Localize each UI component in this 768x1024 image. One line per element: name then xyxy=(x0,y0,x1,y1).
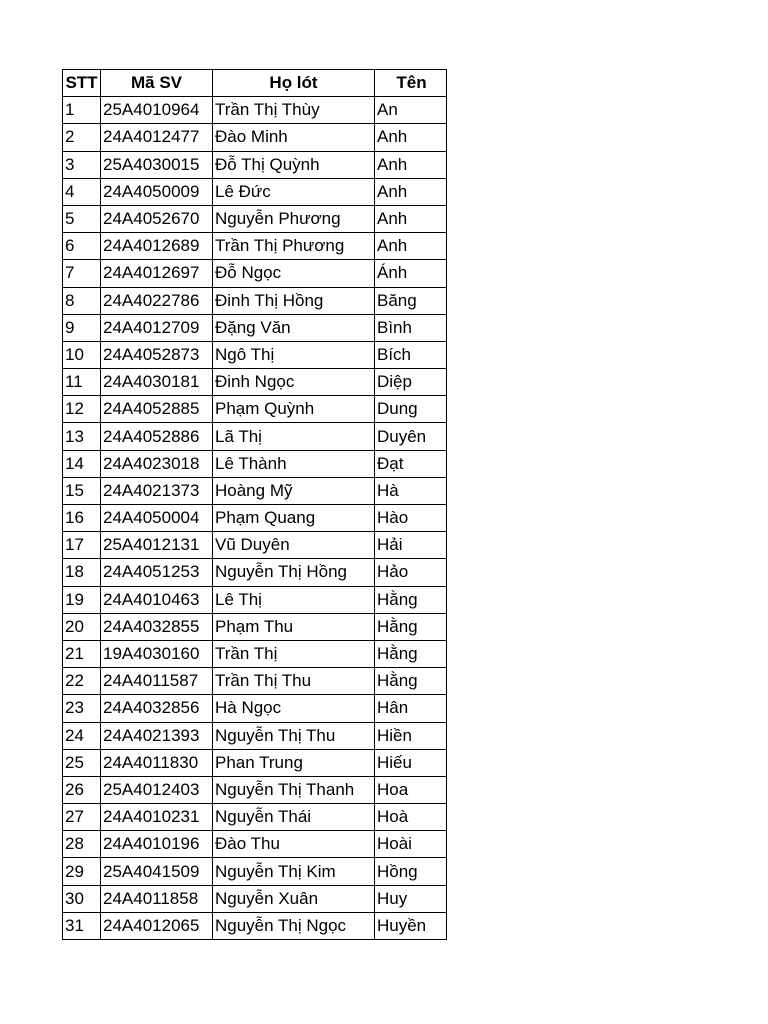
cell-ten: Hằng xyxy=(375,586,447,613)
cell-ma-sv: 24A4032855 xyxy=(101,613,213,640)
table-row xyxy=(63,151,447,178)
cell-ten: Huy xyxy=(375,885,447,912)
table-row xyxy=(63,124,447,151)
cell-ma-sv: 25A4012131 xyxy=(101,532,213,559)
table-row xyxy=(63,668,447,695)
cell-stt: 15 xyxy=(63,477,101,504)
table-header xyxy=(63,70,447,97)
table-row xyxy=(63,613,447,640)
table-row xyxy=(63,695,447,722)
cell-stt: 3 xyxy=(63,151,101,178)
table-row xyxy=(63,97,447,124)
cell-ho-lot: Hà Ngọc xyxy=(213,695,375,722)
cell-ma-sv: 24A4021393 xyxy=(101,722,213,749)
cell-ten: Duyên xyxy=(375,423,447,450)
cell-ho-lot: Lã Thị xyxy=(213,423,375,450)
cell-stt: 22 xyxy=(63,668,101,695)
header-ho-lot: Họ lót xyxy=(213,70,375,97)
cell-ho-lot: Trần Thị Thùy xyxy=(213,97,375,124)
cell-ma-sv: 24A4023018 xyxy=(101,450,213,477)
table-row xyxy=(63,776,447,803)
cell-ten: Hồng xyxy=(375,858,447,885)
cell-ho-lot: Trần Thị Thu xyxy=(213,668,375,695)
cell-ho-lot: Nguyễn Thị Ngọc xyxy=(213,912,375,939)
cell-ten: Dung xyxy=(375,396,447,423)
cell-ho-lot: Trần Thị Phương xyxy=(213,233,375,260)
cell-stt: 23 xyxy=(63,695,101,722)
cell-ma-sv: 25A4012403 xyxy=(101,776,213,803)
table-row xyxy=(63,749,447,776)
table-row xyxy=(63,396,447,423)
cell-ma-sv: 24A4012709 xyxy=(101,314,213,341)
cell-ho-lot: Đào Thu xyxy=(213,831,375,858)
cell-stt: 31 xyxy=(63,912,101,939)
cell-ma-sv: 24A4052670 xyxy=(101,205,213,232)
cell-ten: Hằng xyxy=(375,613,447,640)
table-row xyxy=(63,260,447,287)
table-row xyxy=(63,858,447,885)
header-ma-sv: Mã SV xyxy=(101,70,213,97)
cell-ten: Hân xyxy=(375,695,447,722)
header-row xyxy=(63,70,447,97)
cell-ho-lot: Nguyễn Thị Thanh xyxy=(213,776,375,803)
cell-ho-lot: Lê Thị xyxy=(213,586,375,613)
cell-ma-sv: 24A4012697 xyxy=(101,260,213,287)
cell-ma-sv: 25A4041509 xyxy=(101,858,213,885)
cell-stt: 30 xyxy=(63,885,101,912)
cell-ho-lot: Đỗ Ngọc xyxy=(213,260,375,287)
table-row xyxy=(63,423,447,450)
table-row xyxy=(63,722,447,749)
table-row xyxy=(63,178,447,205)
cell-ma-sv: 25A4030015 xyxy=(101,151,213,178)
cell-stt: 5 xyxy=(63,205,101,232)
table-row xyxy=(63,205,447,232)
table-row xyxy=(63,559,447,586)
table-row xyxy=(63,314,447,341)
table-row xyxy=(63,233,447,260)
cell-ma-sv: 24A4021373 xyxy=(101,477,213,504)
cell-stt: 11 xyxy=(63,369,101,396)
cell-stt: 14 xyxy=(63,450,101,477)
table-row xyxy=(63,450,447,477)
cell-ten: Anh xyxy=(375,205,447,232)
cell-stt: 25 xyxy=(63,749,101,776)
table-row xyxy=(63,341,447,368)
cell-ma-sv: 24A4052885 xyxy=(101,396,213,423)
cell-stt: 20 xyxy=(63,613,101,640)
cell-ten: Hào xyxy=(375,505,447,532)
table-row xyxy=(63,912,447,939)
table-row xyxy=(63,369,447,396)
cell-ten: Bích xyxy=(375,341,447,368)
header-ten: Tên xyxy=(375,70,447,97)
cell-ten: Hảo xyxy=(375,559,447,586)
cell-ten: Hằng xyxy=(375,668,447,695)
cell-ten: Hằng xyxy=(375,640,447,667)
cell-ho-lot: Nguyễn Thái xyxy=(213,804,375,831)
cell-ho-lot: Phạm Thu xyxy=(213,613,375,640)
cell-ten: Ánh xyxy=(375,260,447,287)
cell-ho-lot: Nguyễn Xuân xyxy=(213,885,375,912)
cell-ho-lot: Hoàng Mỹ xyxy=(213,477,375,504)
table-row xyxy=(63,640,447,667)
table-row xyxy=(63,477,447,504)
cell-stt: 28 xyxy=(63,831,101,858)
cell-ten: Hải xyxy=(375,532,447,559)
cell-ma-sv: 25A4010964 xyxy=(101,97,213,124)
cell-ma-sv: 24A4010463 xyxy=(101,586,213,613)
cell-stt: 2 xyxy=(63,124,101,151)
cell-ma-sv: 24A4052886 xyxy=(101,423,213,450)
cell-ten: Băng xyxy=(375,287,447,314)
cell-ma-sv: 24A4012065 xyxy=(101,912,213,939)
cell-ma-sv: 24A4032856 xyxy=(101,695,213,722)
cell-ten: Hoài xyxy=(375,831,447,858)
cell-ho-lot: Lê Đức xyxy=(213,178,375,205)
cell-stt: 10 xyxy=(63,341,101,368)
cell-ten: Hà xyxy=(375,477,447,504)
cell-ho-lot: Đặng Văn xyxy=(213,314,375,341)
cell-ten: Hoà xyxy=(375,804,447,831)
cell-stt: 29 xyxy=(63,858,101,885)
cell-ho-lot: Vũ Duyên xyxy=(213,532,375,559)
table-row xyxy=(63,804,447,831)
cell-ten: Đạt xyxy=(375,450,447,477)
cell-stt: 16 xyxy=(63,505,101,532)
cell-ma-sv: 24A4012689 xyxy=(101,233,213,260)
cell-ma-sv: 24A4051253 xyxy=(101,559,213,586)
cell-stt: 24 xyxy=(63,722,101,749)
cell-ten: Hiền xyxy=(375,722,447,749)
cell-ten: Huyền xyxy=(375,912,447,939)
cell-ma-sv: 24A4010196 xyxy=(101,831,213,858)
table-row xyxy=(63,586,447,613)
header-stt: STT xyxy=(63,70,101,97)
cell-ho-lot: Phan Trung xyxy=(213,749,375,776)
cell-ma-sv: 24A4011830 xyxy=(101,749,213,776)
cell-ho-lot: Ngô Thị xyxy=(213,341,375,368)
cell-stt: 7 xyxy=(63,260,101,287)
cell-ho-lot: Phạm Quang xyxy=(213,505,375,532)
cell-ho-lot: Đỗ Thị Quỳnh xyxy=(213,151,375,178)
cell-ho-lot: Đào Minh xyxy=(213,124,375,151)
cell-stt: 1 xyxy=(63,97,101,124)
table-row xyxy=(63,505,447,532)
cell-ho-lot: Nguyễn Phương xyxy=(213,205,375,232)
table-body xyxy=(63,97,447,940)
cell-ten: Diệp xyxy=(375,369,447,396)
cell-ma-sv: 24A4011587 xyxy=(101,668,213,695)
cell-ten: An xyxy=(375,97,447,124)
cell-stt: 27 xyxy=(63,804,101,831)
cell-ho-lot: Lê Thành xyxy=(213,450,375,477)
cell-ma-sv: 24A4022786 xyxy=(101,287,213,314)
cell-ten: Bình xyxy=(375,314,447,341)
cell-ten: Anh xyxy=(375,124,447,151)
cell-ma-sv: 24A4030181 xyxy=(101,369,213,396)
cell-ten: Anh xyxy=(375,178,447,205)
cell-ho-lot: Nguyễn Thị Kim xyxy=(213,858,375,885)
cell-ma-sv: 24A4010231 xyxy=(101,804,213,831)
cell-ma-sv: 24A4011858 xyxy=(101,885,213,912)
table-row xyxy=(63,532,447,559)
cell-stt: 4 xyxy=(63,178,101,205)
cell-stt: 13 xyxy=(63,423,101,450)
cell-ma-sv: 24A4050009 xyxy=(101,178,213,205)
cell-ho-lot: Đinh Ngọc xyxy=(213,369,375,396)
cell-ma-sv: 24A4052873 xyxy=(101,341,213,368)
cell-stt: 18 xyxy=(63,559,101,586)
cell-stt: 6 xyxy=(63,233,101,260)
student-table xyxy=(62,69,447,940)
cell-stt: 26 xyxy=(63,776,101,803)
cell-stt: 9 xyxy=(63,314,101,341)
table-row xyxy=(63,831,447,858)
cell-ho-lot: Nguyễn Thị Hồng xyxy=(213,559,375,586)
cell-ho-lot: Phạm Quỳnh xyxy=(213,396,375,423)
cell-ten: Anh xyxy=(375,151,447,178)
cell-stt: 19 xyxy=(63,586,101,613)
table-row xyxy=(63,885,447,912)
cell-stt: 8 xyxy=(63,287,101,314)
cell-stt: 12 xyxy=(63,396,101,423)
cell-ma-sv: 24A4050004 xyxy=(101,505,213,532)
cell-ho-lot: Nguyễn Thị Thu xyxy=(213,722,375,749)
cell-stt: 17 xyxy=(63,532,101,559)
cell-stt: 21 xyxy=(63,640,101,667)
cell-ma-sv: 24A4012477 xyxy=(101,124,213,151)
table-row xyxy=(63,287,447,314)
cell-ho-lot: Trần Thị xyxy=(213,640,375,667)
cell-ten: Anh xyxy=(375,233,447,260)
cell-ma-sv: 19A4030160 xyxy=(101,640,213,667)
cell-ho-lot: Đinh Thị Hồng xyxy=(213,287,375,314)
cell-ten: Hiếu xyxy=(375,749,447,776)
cell-ten: Hoa xyxy=(375,776,447,803)
